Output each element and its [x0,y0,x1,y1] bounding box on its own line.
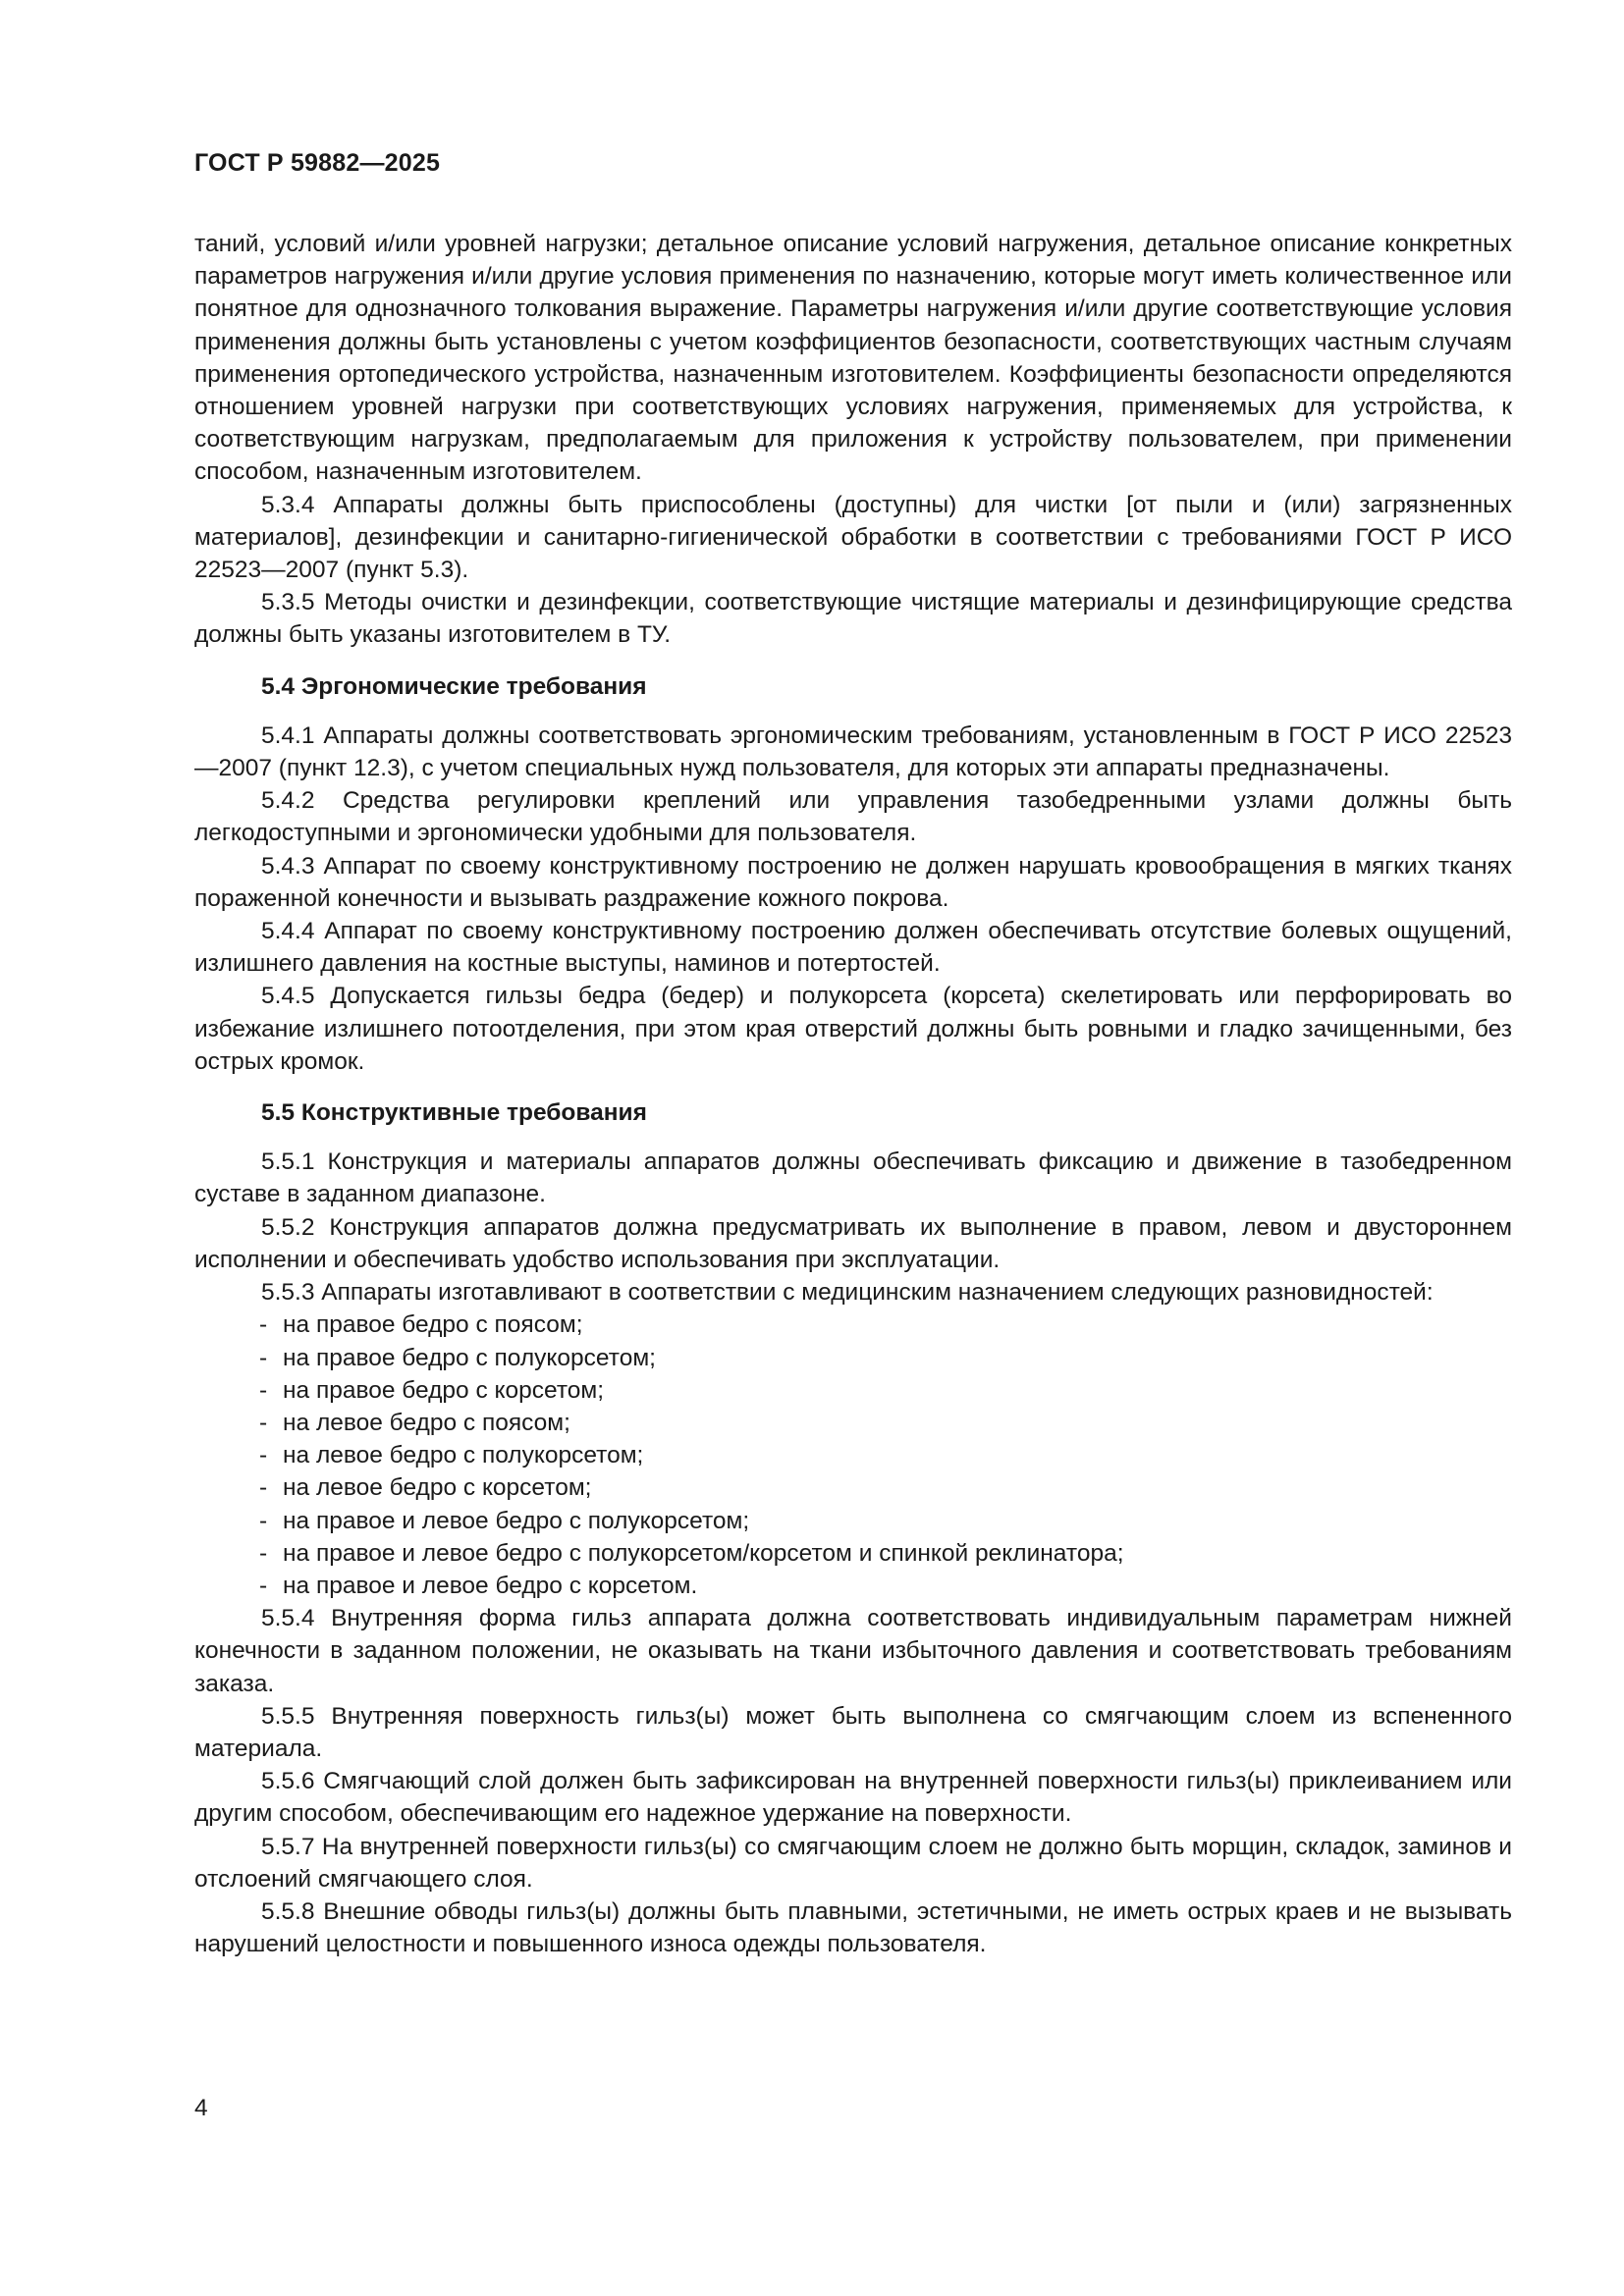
paragraph-5-5-2: 5.5.2 Конструкция аппаратов должна предусматривать их выполнение в правом, левом и двустороннем исполнении и обеспечивать удобство использования при эксплуатации. [194,1213,1512,1273]
list-dash: - [259,1376,268,1404]
list-item [259,1342,1512,1374]
variants-list [194,1308,1512,1602]
document-number-header: ГОСТ Р 59882—2025 [194,149,441,177]
document-body [194,228,1512,1960]
paragraph-5-5-1: 5.5.1 Конструкция и материалы аппаратов должны обеспечивать фиксацию и движение в тазобедренном суставе в заданном диапазоне. [194,1148,1512,1208]
list-item-text: на правое бедро с поясом; [283,1311,583,1339]
paragraph-5-5-3: 5.5.3 Аппараты изготавливают в соответствии с медицинским назначением следующих разновидностей: [261,1279,1434,1307]
paragraph-5-4-2: 5.4.2 Средства регулировки креплений или управления тазобедренными узлами должны быть легкодоступными и эргономически удобными для пользователя. [194,787,1512,847]
list-dash: - [259,1311,268,1339]
list-item [259,1505,1512,1537]
paragraph-5-3-4: 5.3.4 Аппараты должны быть приспособлены (доступны) для чистки [от пыли и (или) загрязненных материалов], дезинфекции и санитарно-гигиенической обработки в соответствии с требованиями ГОСТ Р ИСО 22523—2007 (пункт 5.3). [194,491,1512,584]
list-item-text: на левое бедро с поясом; [283,1409,570,1436]
list-dash: - [259,1344,268,1371]
paragraph-5-5-5: 5.5.5 Внутренняя поверхность гильз(ы) может быть выполнена со смягчающим слоем из вспененного материала. [194,1702,1512,1762]
list-item [259,1407,1512,1439]
section-heading-5-5: 5.5 Конструктивные требования [261,1099,647,1127]
paragraph-5-4-1: 5.4.1 Аппараты должны соответствовать эргономическим требованиям, установленным в ГОСТ Р ИСО 22523—2007 (пункт 12.3), с учетом специальных нужд пользователя, для которых эти аппараты предназначены. [194,721,1512,782]
list-item [259,1471,1512,1504]
list-dash: - [259,1409,268,1436]
paragraph-5-3-5: 5.3.5 Методы очистки и дезинфекции, соответствующие чистящие материалы и дезинфицирующие средства должны быть указаны изготовителем в ТУ. [194,589,1512,649]
list-item [259,1537,1512,1570]
paragraph-continuation: таний, условий и/или уровней нагрузки; детальное описание условий нагружения, детальное описание конкретных параметров нагружения и/или другие условия применения по назначению, которые могут иметь количественное или понятное для однозначного толкования выражение. Параметры нагружения и/или другие соответствующие условия применения должны быть установлены с учетом коэффициентов безопасности, соответствующих частным случаям применения ортопедического устройства, назначенным изготовителем. Коэффициенты безопасности определяются отношением уровней нагрузки при соответствующих условиях нагружения, применяемых для устройства, к соответствующим нагрузкам, предполагаемым для приложения к устройству пользователем, при применении способом, назначенным изготовителем. [194,231,1512,486]
paragraph-5-5-7: 5.5.7 На внутренней поверхности гильз(ы) со смягчающим слоем не должно быть морщин, складок, заминов и отслоений смягчающего слоя. [194,1833,1512,1893]
paragraph-5-5-4: 5.5.4 Внутренняя форма гильз аппарата должна соответствовать индивидуальным параметрам нижней конечности в заданном положении, не оказывать на ткани избыточного давления и соответствовать требованиям заказа. [194,1605,1512,1697]
section-heading-5-4: 5.4 Эргономические требования [261,672,647,700]
paragraph-5-5-6: 5.5.6 Смягчающий слой должен быть зафиксирован на внутренней поверхности гильз(ы) приклеиванием или другим способом, обеспечивающим его надежное удержание на поверхности. [194,1768,1512,1828]
list-dash: - [259,1572,268,1599]
list-item-text: на правое бедро с полукорсетом; [283,1344,656,1371]
list-item-text: на правое бедро с корсетом; [283,1376,605,1404]
list-item-text: на левое бедро с корсетом; [283,1474,592,1502]
paragraph-5-4-5: 5.4.5 Допускается гильзы бедра (бедер) и полукорсета (корсета) скелетировать или перфорировать во избежание излишнего потоотделения, при этом края отверстий должны быть ровными и гладко зачищенными, без острых кромок. [194,983,1512,1075]
paragraph-5-4-3: 5.4.3 Аппарат по своему конструктивному построению не должен нарушать кровообращения в мягких тканях пораженной конечности и вызывать раздражение кожного покрова. [194,852,1512,912]
list-dash: - [259,1507,268,1534]
list-dash: - [259,1474,268,1502]
list-item-text: на правое и левое бедро с полукорсетом/корсетом и спинкой реклинатора; [283,1539,1124,1567]
list-item [259,1439,1512,1471]
list-item-text: на левое бедро с полукорсетом; [283,1442,644,1469]
paragraph-5-5-8: 5.5.8 Внешние обводы гильз(ы) должны быть плавными, эстетичными, не иметь острых краев и не вызывать нарушений целостности и повышенного износа одежды пользователя. [194,1897,1512,1958]
list-item-text: на правое и левое бедро с полукорсетом; [283,1507,750,1534]
list-item [259,1308,1512,1341]
list-item [259,1374,1512,1407]
list-dash: - [259,1539,268,1567]
page-number: 4 [194,2095,208,2121]
list-item [259,1570,1512,1602]
list-dash: - [259,1442,268,1469]
list-item-text: на правое и левое бедро с корсетом. [283,1572,698,1599]
paragraph-5-4-4: 5.4.4 Аппарат по своему конструктивному построению должен обеспечивать отсутствие болевых ощущений, излишнего давления на костные выступы, наминов и потертостей. [194,918,1512,978]
